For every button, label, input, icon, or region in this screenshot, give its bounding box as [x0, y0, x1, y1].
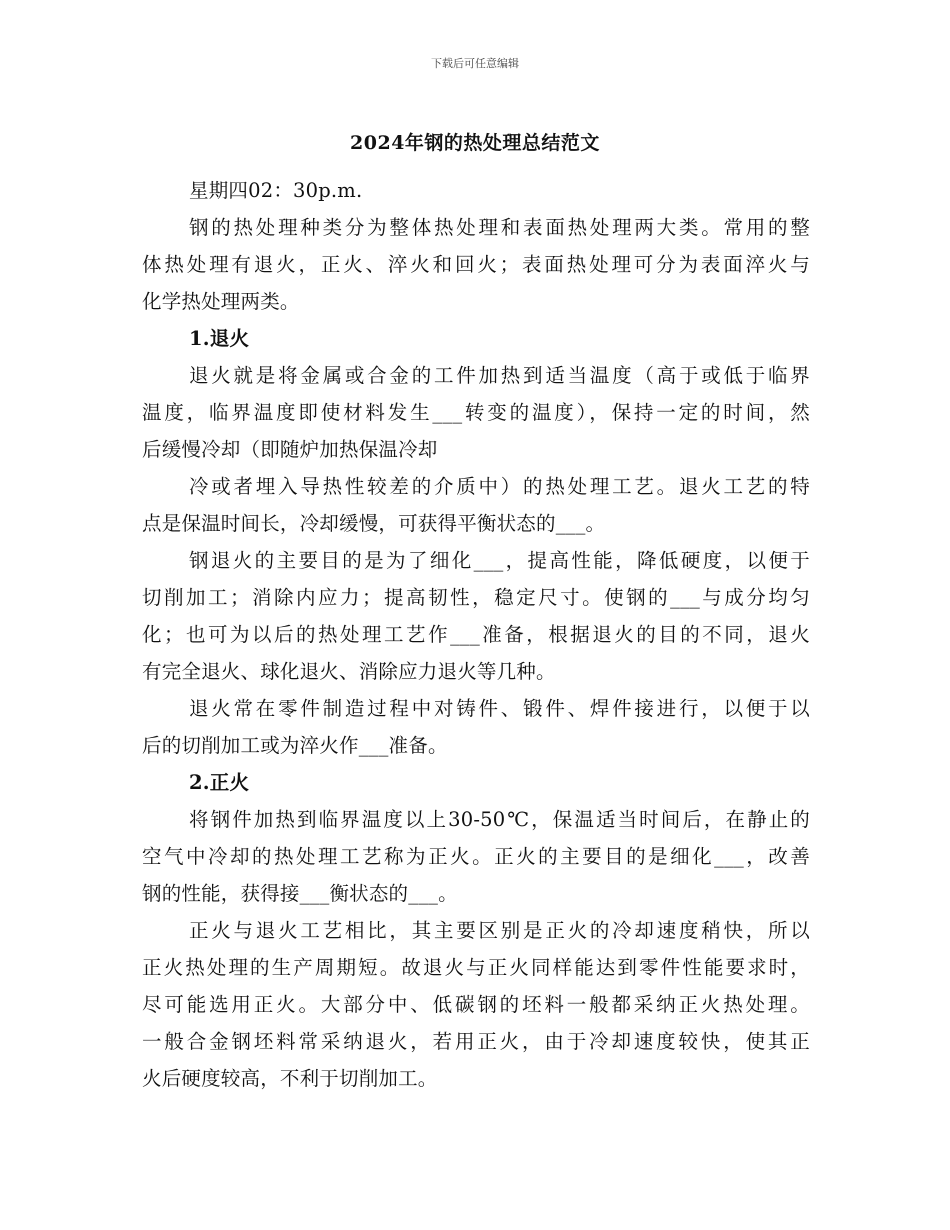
text-line: 退火常在零件制造过程中对铸件、锻件、焊件接进行，以便于以 — [189, 697, 810, 720]
text-line: 正火热处理的生产周期短。故退火与正火同样能达到零件性能要求时， — [142, 956, 810, 979]
text-line: 冷或者埋入导热性较差的介质中）的热处理工艺。退火工艺的特 — [189, 475, 810, 498]
text-line: 一般合金钢坯料常采纳退火，若用正火，由于冷却速度较快，使其正 — [142, 1030, 810, 1053]
header-note: 下载后可任意编辑 — [431, 57, 519, 70]
text-line: 钢的热处理种类分为整体热处理和表面热处理两大类。常用的整 — [189, 216, 810, 239]
text-line: 火后硬度较高，不利于切削加工。 — [142, 1067, 438, 1090]
section-heading: 1.退火 — [189, 327, 250, 350]
text-line: 体热处理有退火，正火、淬火和回火；表面热处理可分为表面淬火与 — [142, 253, 810, 276]
text-line: 后的切削加工或为淬火作___准备。 — [142, 734, 448, 757]
section-heading: 2.正火 — [189, 771, 250, 794]
text-line: 将钢件加热到临界温度以上30-50℃，保温适当时间后，在静止的 — [189, 808, 810, 831]
text-line: 星期四02：30p.m. — [189, 179, 363, 202]
text-line: 钢退火的主要目的是为了细化___，提高性能，降低硬度，以便于 — [189, 549, 810, 572]
text-line: 后缓慢冷却（即随炉加热保温冷却 — [142, 438, 438, 461]
text-line: 化学热处理两类。 — [142, 290, 300, 313]
document-title: 2024年钢的热处理总结范文 — [350, 132, 600, 154]
text-line: 钢的性能，获得接___衡状态的___。 — [142, 882, 458, 905]
text-line: 化；也可为以后的热处理工艺作___准备，根据退火的目的不同，退火 — [142, 623, 810, 646]
text-line: 正火与退火工艺相比，其主要区别是正火的冷却速度稍快，所以 — [189, 919, 810, 942]
text-line: 退火就是将金属或合金的工件加热到适当温度（高于或低于临界 — [189, 364, 810, 387]
text-line: 点是保温时间长，冷却缓慢，可获得平衡状态的___。 — [142, 512, 606, 535]
text-line: 温度，临界温度即使材料发生___转变的温度），保持一定的时间，然 — [142, 401, 810, 424]
text-line: 尽可能选用正火。大部分中、低碳钢的坯料一般都采纳正火热处理。 — [142, 993, 810, 1016]
text-line: 空气中冷却的热处理工艺称为正火。正火的主要目的是细化___，改善 — [142, 845, 810, 868]
text-line: 有完全退火、球化退火、消除应力退火等几种。 — [142, 660, 556, 683]
document-body — [142, 172, 810, 1097]
text-line: 切削加工；消除内应力；提高韧性，稳定尺寸。使钢的___与成分均匀 — [142, 586, 810, 609]
